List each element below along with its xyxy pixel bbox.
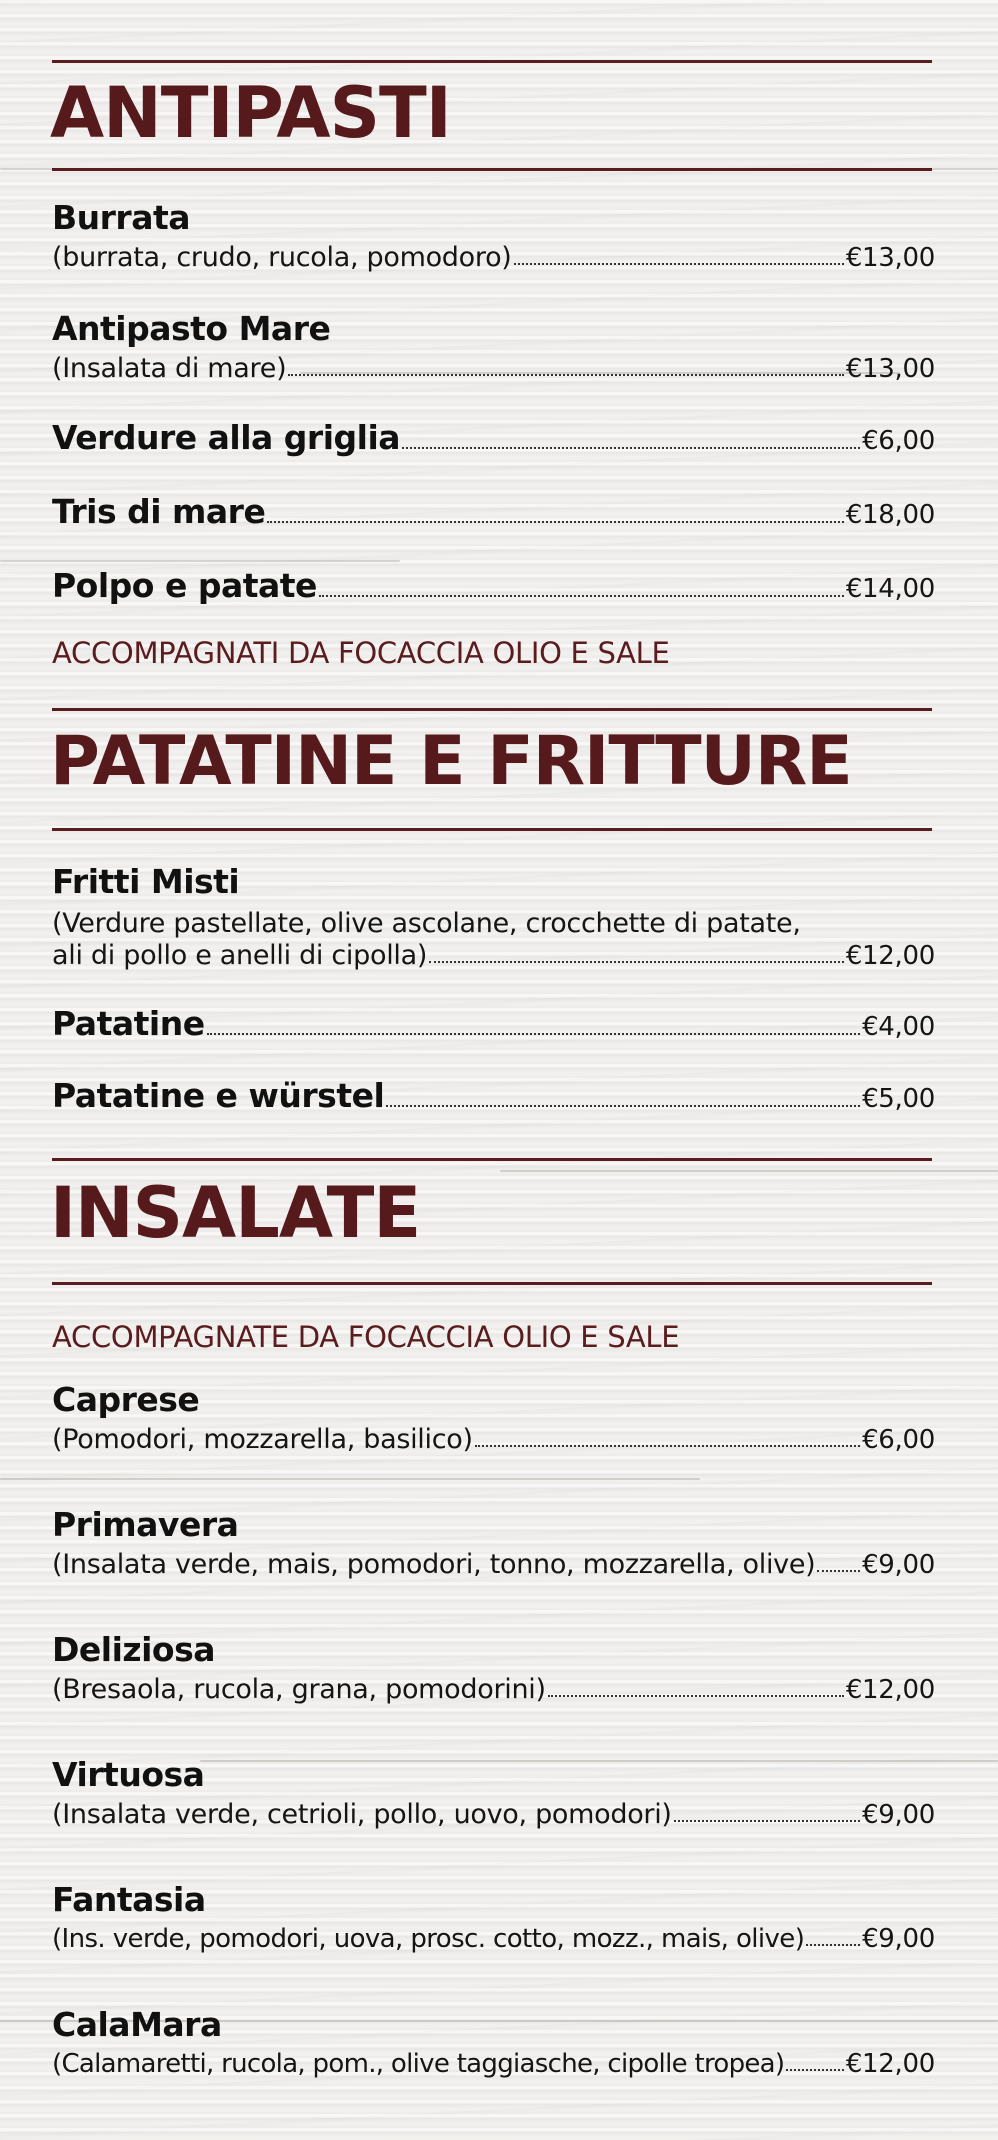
menu-item-price: €18,00: [845, 500, 935, 530]
menu-item-description: (Calamaretti, rucola, pom., olive taggiasche, cipolle tropea): [52, 2049, 785, 2079]
section-title-antipasti: ANTIPASTI: [50, 72, 451, 154]
section-note: ACCOMPAGNATE DA FOCACCIA OLIO E SALE: [52, 1320, 680, 1354]
menu-item-line: [52, 1076, 935, 1115]
menu-item-description: (Verdure pastellate, olive ascolane, crocchette di patate,: [52, 908, 801, 939]
menu-item-line: [52, 492, 935, 531]
menu-item-description: (Insalata di mare): [52, 353, 287, 384]
menu-item-name: Primavera: [52, 1505, 239, 1544]
dot-leader: [475, 1445, 860, 1447]
menu-item-description: ali di pollo e anelli di cipolla): [52, 940, 428, 971]
dot-leader: [207, 1033, 860, 1035]
menu-item-description: (Ins. verde, pomodori, uova, prosc. cotto, mozz., mais, olive): [52, 1924, 805, 1954]
menu-item-name: Fritti Misti: [52, 862, 240, 901]
section-rule: [52, 60, 932, 63]
dot-leader: [429, 961, 844, 963]
menu-item-name: Burrata: [52, 198, 191, 237]
menu-item-price: €13,00: [845, 243, 935, 273]
menu-item-price: €6,00: [862, 426, 935, 456]
section-rule: [52, 828, 932, 831]
menu-item-line: [52, 1924, 935, 1954]
dot-leader: [548, 1695, 844, 1697]
menu-item-price: €14,00: [845, 574, 935, 604]
menu-item-name: Virtuosa: [52, 1755, 205, 1794]
wood-grain: [500, 1170, 998, 1172]
dot-leader: [267, 521, 843, 523]
menu-item-name: Polpo e patate: [52, 566, 317, 605]
menu-item-line: [52, 940, 935, 971]
menu-item-price: €9,00: [862, 1924, 935, 1954]
section-title-fritture: PATATINE E FRITTURE: [50, 722, 852, 801]
dot-leader: [674, 1820, 860, 1822]
menu-item-line: [52, 566, 935, 605]
menu-item-line: [52, 1549, 935, 1580]
menu-item-line: [52, 1674, 935, 1705]
menu-item-name: CalaMara: [52, 2005, 222, 2044]
menu-item-name: Tris di mare: [52, 492, 266, 531]
dot-leader: [514, 263, 844, 265]
menu-item-line: [52, 1424, 935, 1455]
section-note: ACCOMPAGNATI DA FOCACCIA OLIO E SALE: [52, 636, 670, 670]
dot-leader: [386, 1105, 860, 1107]
menu-item-description: (Bresaola, rucola, grana, pomodorini): [52, 1674, 546, 1705]
menu-item-name: Caprese: [52, 1380, 200, 1419]
dot-leader: [319, 595, 844, 597]
wood-grain: [0, 1478, 700, 1480]
section-rule: [52, 708, 932, 711]
menu-item-name: Antipasto Mare: [52, 309, 331, 348]
menu-item-name: Fantasia: [52, 1880, 206, 1919]
menu-item-price: €13,00: [845, 354, 935, 384]
menu-item-price: €12,00: [845, 2049, 935, 2079]
dot-leader: [402, 447, 860, 449]
menu-item-price: €4,00: [862, 1012, 935, 1042]
menu-item-description: (Insalata verde, cetrioli, pollo, uovo, pomodori): [52, 1799, 672, 1830]
section-title-insalate: INSALATE: [50, 1172, 421, 1254]
wood-grain: [200, 1760, 998, 1762]
menu-item-price: €9,00: [862, 1800, 935, 1830]
menu-item-description: (Insalata verde, mais, pomodori, tonno, mozzarella, olive): [52, 1549, 816, 1580]
wood-grain: [0, 560, 400, 562]
section-rule: [52, 1282, 932, 1285]
dot-leader: [786, 2069, 843, 2071]
menu-item-line: [52, 353, 935, 384]
menu-item-description: (burrata, crudo, rucola, pomodoro): [52, 242, 512, 273]
menu-item-name: Patatine e würstel: [52, 1076, 385, 1115]
menu-item-price: €9,00: [862, 1550, 935, 1580]
menu-item-line: [52, 1004, 935, 1043]
dot-leader: [817, 1570, 860, 1572]
menu-item-line: [52, 2049, 935, 2079]
menu-item-name: Patatine: [52, 1004, 205, 1043]
dot-leader: [288, 374, 844, 376]
menu-item-price: €12,00: [845, 941, 935, 971]
menu-item-price: €12,00: [845, 1675, 935, 1705]
menu-item-name: Verdure alla griglia: [52, 418, 401, 457]
section-rule: [52, 1158, 932, 1161]
menu-item-description: (Pomodori, mozzarella, basilico): [52, 1424, 473, 1455]
menu-item-line: [52, 1799, 935, 1830]
dot-leader: [806, 1944, 860, 1946]
menu-item-line: [52, 242, 935, 273]
menu-item-price: €6,00: [862, 1425, 935, 1455]
menu-item-line: [52, 418, 935, 457]
menu-item-price: €5,00: [862, 1084, 935, 1114]
menu-item-name: Deliziosa: [52, 1630, 215, 1669]
section-rule: [52, 168, 932, 171]
